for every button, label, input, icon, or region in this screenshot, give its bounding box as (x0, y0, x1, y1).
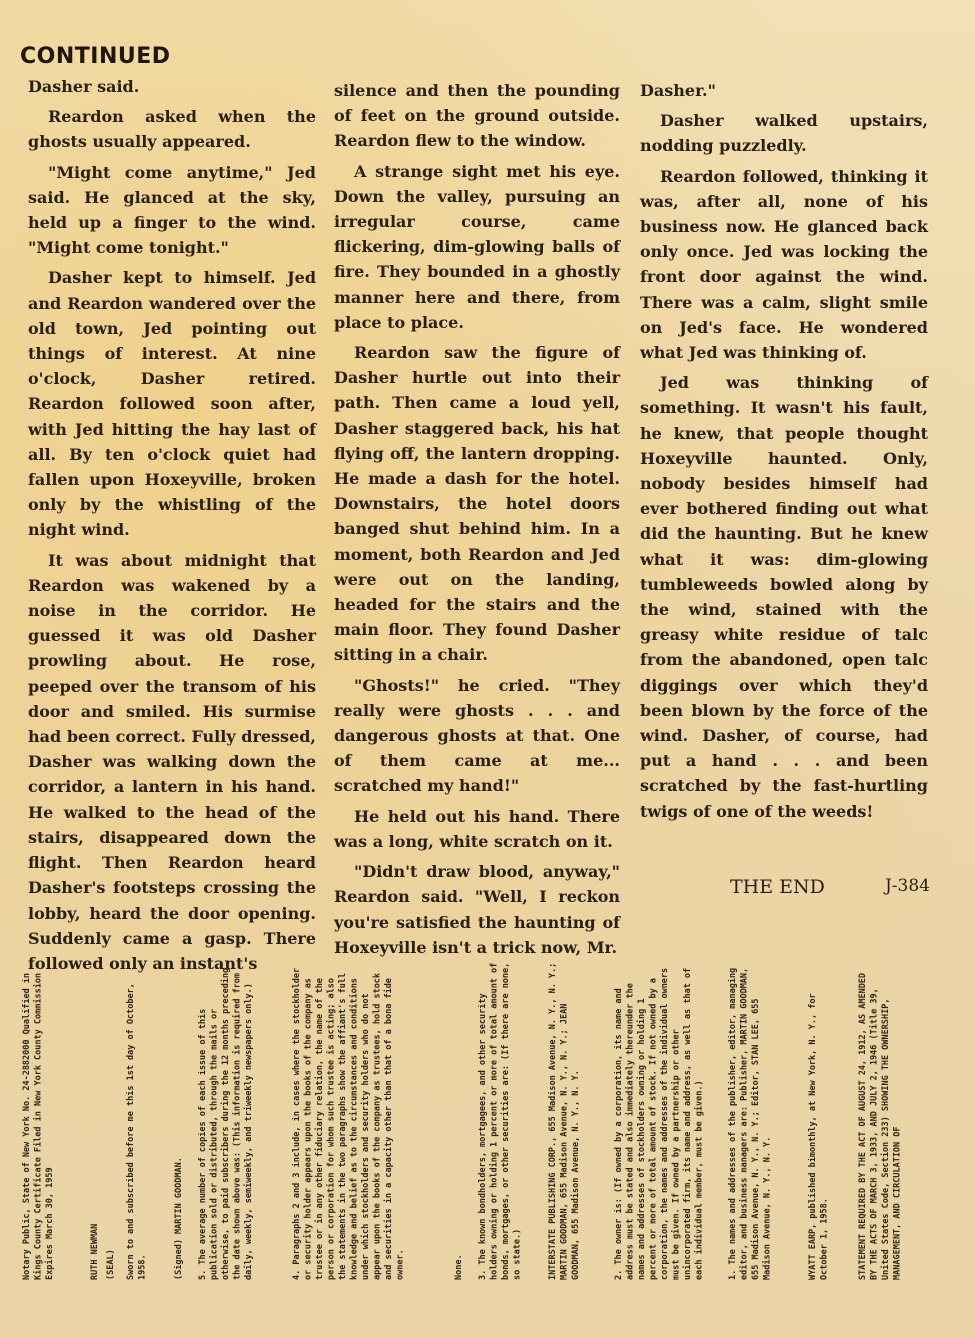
story-code: J-384 (884, 876, 930, 896)
paragraph: Reardon followed, thinking it was, after all, none of his business now. He glanced back only once. Jed was locking the front door against the wind. There was a calm, slight smile on Jed's face. He wondered what Jed was thinking of. (640, 166, 928, 363)
paragraph: It was about midnight that Reardon was wakened by a noise in the corridor. He guessed it was old Dasher prowling about. He rose, peeped over the transom of his door and smiled. His surmise had been correct. Fully dressed, Dasher was walking down the corridor, a lantern in his hand. He walked to the head of the stairs, disappeared down the flight. Then Reardon heard Dasher's footsteps crossing the lobby, heard the door opening. Suddenly came a gasp. There followed only an instant's (28, 550, 316, 973)
paragraph: A strange sight met his eye. Down the valley, pursuing an irregular course, came flickering, dim-glowing balls of fire. They bounded in a ghostly manner here and there, from place to place. (334, 161, 620, 332)
statement-notary-name: RUTH NEWMAN (90, 1223, 100, 1280)
statement-item-5: 5. The average number of copies of each issue of this publication sold or distributed, through the mails or otherwise, to paid subscribers during the 12 months preceding the date shown above was: (This information is required from daily, weekly, semiweekly, and triweekly newspapers only.) (198, 967, 254, 1280)
paragraph: Reardon asked when the ghosts usually appeared. (28, 107, 316, 152)
statement-item-4: 4. Paragraphs 2 and 3 include, in cases where the stockholder or security holder appears upon the books of the company as trustee or in any other fiduciary relation, the name of the person or corporation for whom such trustee is acting; also the statements in the two paragraphs show the affiant's full knowledge and belief as to the circumstances and conditions under which stockholders and security holders who do not appear upon the books of the company as trustees, hold stock and securities in a capacity other than that of a bona fide owner. (292, 967, 406, 1280)
paragraph: Reardon saw the figure of Dasher hurtle out into their path. Then came a loud yell, Dasher staggered back, his hat flying off, the lantern dropping. He made a dash for the hotel. Downstairs, the hotel doors banged shut behind him. In a moment, both Reardon and Jed were out on the landing, headed for the stairs and the main floor. They found Dasher sitting in a chair. (334, 343, 620, 665)
paragraph: Dasher." (640, 81, 716, 100)
statement-none: None. (454, 1254, 464, 1280)
paragraph: Dasher kept to himself. Jed and Reardon wandered over the old town, Jed pointing out things of interest. At nine o'clock, Dasher retired. Reardon followed soon after, with Jed hitting the hay last of all. By ten o'clock quiet had fallen upon Hoxeyville, broken only by the whistling of the night wind. (28, 268, 316, 540)
the-end-label: THE END (730, 876, 825, 898)
story-column-1 (28, 74, 316, 981)
story-column-2 (334, 78, 620, 965)
statement-signed: (Signed) MARTIN GOODMAN. (174, 1157, 184, 1280)
statement-title: STATEMENT REQUIRED BY THE ACT OF AUGUST 24, 1912, AS AMENDED BY THE ACTS OF MARCH 3, 1933, AND JULY 2, 1946 (Title 39, United States Code, Section 233) SHOWING THE OWNERSHIP, MANAGEMENT, AND CIRCULATION OF (858, 972, 903, 1280)
paragraph: silence and then the pounding of feet on the ground outside. Reardon flew to the window. (334, 81, 620, 151)
statement-item-2: 2. The owner is: (If owned by a corporation, its name and address must be stated and also immediately thereunder the names and addresses of stockholders owning or holding 1 percent or more of total amount of stock. If not owned by a corporation, the names and addresses of the individual owners must be given. If owned by a partnership or other unincorporated firm, its name and address, as well as that of each individual member, must be given.) (614, 967, 705, 1280)
end-marker (730, 876, 930, 898)
statement-sworn: Sworn to and subscribed before me this 1st day of October, 1958. (126, 983, 148, 1280)
paragraph: "Ghosts!" he cried. "They really were ghosts . . . and dangerous ghosts at that. One of them came at me... scratched my hand!" (334, 675, 620, 796)
statement-publication: WYATT EARP, published bimonthly, at New York, N. Y., for October 1, 1958. (808, 993, 830, 1280)
paragraph: Dasher walked upstairs, nodding puzzledly. (640, 111, 928, 156)
paragraph: Jed was thinking of something. It wasn't his fault, he knew, that people thought Hoxeyville haunted. Only, nobody besides himself had ever bothered finding out what did the haunting. But he knew what it was: dim-glowing tumbleweeds bowled along by the wind, stained with the greasy white residue of talc from the abandoned, open talc diggings over which they'd been blown by the force of the wind. Dasher, of course, had put a hand . . . and been scratched by the fast-hurtling twigs of one of the weeds! (640, 373, 928, 821)
paragraph: "Might come anytime," Jed said. He glanced at the sky, held up a finger to the wind. "Might come tonight." (28, 162, 316, 258)
statement-item-1: 1. The names and addresses of the publisher, editor, managing editor, and business managers are: Publisher, MARTIN GOODMAN, 655 Madison Avenue, N. Y., N. Y.; Editor, STAN LEE, 655 Madison Avenue, N. Y., N. Y. (728, 967, 773, 1280)
continued-heading: CONTINUED (20, 44, 171, 69)
statement-seal: (SEAL) (106, 1249, 116, 1280)
statement-owners: INTERSTATE PUBLISHING CORP., 655 Madison Avenue, N. Y., N. Y.; MARTIN GOODMAN, 655 Madison Avenue, N. Y., N. Y.; JEAN GOODMAN, 655 Madison Avenue, N. Y., N. Y. (548, 962, 581, 1280)
story-column-3 (640, 78, 928, 829)
statement-item-3: 3. The known bondholders, mortgagees, and other security holders owning or holding 1 percent or more of total amount of bonds, mortgages, or other securities are: (If there are none, so state.) (478, 962, 523, 1280)
paragraph: He held out his hand. There was a long, white scratch on it. (334, 806, 620, 851)
paragraph: Dasher said. (28, 77, 140, 96)
statement-notary-details: Notary Public, State of New York No. 24-2882000 Qualified in Kings County Certificate Filed in New York County Commission Expires March 30, 1959 (22, 972, 55, 1280)
paragraph: "Didn't draw blood, anyway," Reardon said. "Well, I reckon you're satisfied the haunting of Hoxeyville isn't a trick now, Mr. (334, 862, 620, 957)
